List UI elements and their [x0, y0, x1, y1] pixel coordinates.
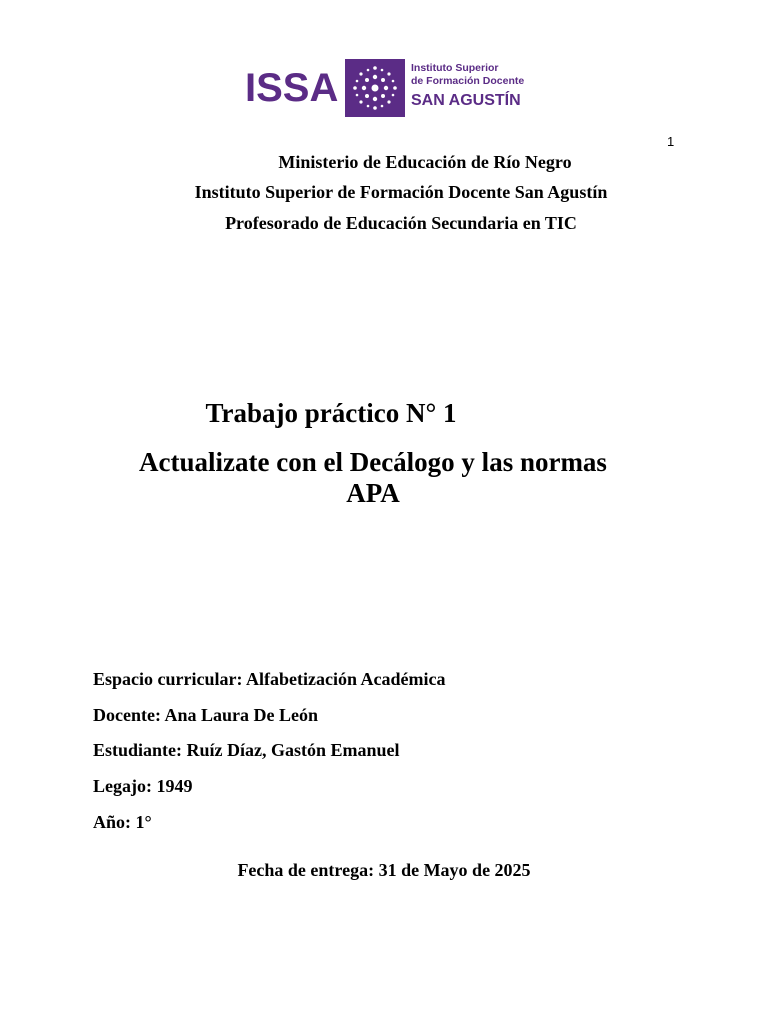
- logo-text: [411, 62, 524, 112]
- document-title: Trabajo práctico N° 1: [205, 398, 457, 428]
- teacher: Docente: Ana Laura De León: [93, 705, 318, 725]
- logo-line3: SAN AGUSTÍN: [411, 92, 521, 109]
- subtitle-line-1: Actualizate con el Decálogo y las normas: [139, 447, 607, 477]
- year: Año: 1°: [93, 812, 152, 832]
- document-subtitle: [0, 447, 746, 509]
- logo-emblem-icon: [345, 59, 405, 117]
- curricular-space: Espacio curricular: Alfabetización Académica: [93, 669, 446, 689]
- institute-heading: Instituto Superior de Formación Docente San Agustín: [194, 182, 608, 202]
- logo-line1: Instituto Superior: [411, 62, 499, 74]
- institute-logo: [245, 58, 525, 118]
- file-number: Legajo: 1949: [93, 776, 193, 796]
- ministry-heading: Ministerio de Educación de Río Negro: [278, 152, 572, 172]
- subtitle-line-2: APA: [346, 478, 400, 508]
- due-date: Fecha de entrega: 31 de Mayo de 2025: [237, 860, 531, 880]
- logo-line2: de Formación Docente: [411, 75, 525, 87]
- emblem-dots-icon: [345, 59, 405, 117]
- logo-acronym: ISSA: [245, 66, 339, 110]
- student: Estudiante: Ruíz Díaz, Gastón Emanuel: [93, 740, 400, 760]
- program-heading: Profesorado de Educación Secundaria en TIC: [225, 213, 577, 233]
- page-number: 1: [667, 134, 675, 149]
